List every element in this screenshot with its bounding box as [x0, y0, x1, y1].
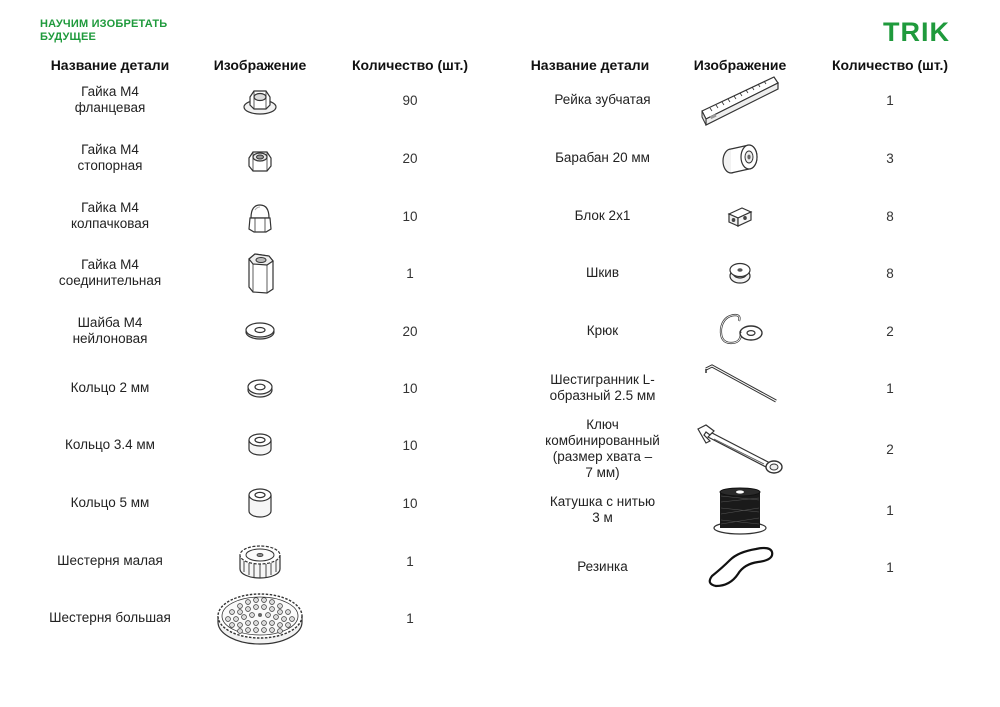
header-image-left: Изображение	[213, 57, 307, 73]
part-name: Шкив	[586, 265, 619, 280]
drum-icon	[695, 136, 785, 182]
ring-3-4mm-icon	[200, 425, 320, 465]
part-name: Блок 2х1	[574, 208, 631, 223]
part-name: Шайба М4 нейлоновая	[72, 315, 148, 346]
nylon-washer-icon	[200, 311, 320, 351]
part-name: Гайка М4 колпачковая	[70, 200, 150, 231]
part-name: Шестерня малая	[57, 553, 163, 568]
ring-5mm-icon	[200, 481, 320, 525]
part-qty: 8	[886, 208, 894, 224]
part-name: Шестигранник L- образный 2.5 мм	[549, 372, 656, 403]
brand-slogan	[40, 18, 200, 44]
part-name: Кольцо 3.4 мм	[65, 437, 155, 452]
part-name: Крюк	[586, 323, 619, 338]
ring-2mm-icon	[200, 368, 320, 408]
rubber-band-icon	[695, 544, 785, 590]
coupling-nut-icon	[200, 250, 320, 296]
header-qty-left: Количество (шт.)	[352, 57, 468, 73]
part-name: Гайка М4 стопорная	[77, 142, 143, 173]
pulley-icon	[695, 253, 785, 293]
combination-wrench-icon	[690, 420, 790, 478]
part-name: Резинка	[577, 559, 628, 574]
hook-icon	[695, 308, 785, 352]
part-qty: 90	[402, 92, 418, 108]
part-qty: 1	[886, 380, 894, 396]
header-qty-right: Количество (шт.)	[832, 57, 948, 73]
thread-spool-icon	[695, 484, 785, 538]
flange-nut-icon	[200, 80, 320, 124]
part-name: Катушка с нитью 3 м	[549, 494, 656, 525]
lock-nut-icon	[200, 138, 320, 182]
part-qty: 2	[886, 323, 894, 339]
part-qty: 8	[886, 265, 894, 281]
part-qty: 20	[402, 323, 418, 339]
hex-key-icon	[695, 360, 785, 410]
part-name: Шестерня большая	[49, 610, 171, 625]
cap-nut-icon	[200, 196, 320, 240]
part-name: Гайка М4 соединительная	[58, 257, 162, 288]
part-name: Рейка зубчатая	[554, 92, 651, 107]
part-qty: 2	[886, 441, 894, 457]
large-gear-icon	[200, 588, 320, 648]
small-gear-icon	[200, 536, 320, 584]
header-name-right: Название детали	[530, 57, 650, 73]
part-qty: 10	[402, 437, 418, 453]
block-2x1-icon	[695, 196, 785, 236]
slogan-line-2: БУДУЩЕЕ	[40, 31, 97, 43]
part-qty: 10	[402, 495, 418, 511]
part-name: Кольцо 2 мм	[70, 380, 150, 395]
part-name: Гайка М4 фланцевая	[74, 84, 146, 115]
part-name: Ключ комбинированный (размер хвата – 7 мм)	[545, 417, 660, 480]
part-qty: 10	[402, 380, 418, 396]
part-name: Кольцо 5 мм	[70, 495, 150, 510]
part-qty: 1	[406, 610, 414, 626]
part-qty: 3	[886, 150, 894, 166]
slogan-line-1: НАУЧИМ ИЗОБРЕТАТЬ	[40, 18, 168, 30]
trik-logo: TRIK	[883, 17, 950, 47]
part-qty: 1	[886, 502, 894, 518]
part-qty: 1	[406, 553, 414, 569]
part-qty: 1	[406, 265, 414, 281]
gear-rack-icon	[695, 72, 785, 130]
part-qty: 1	[886, 92, 894, 108]
part-qty: 10	[402, 208, 418, 224]
header-name-left: Название детали	[50, 57, 170, 73]
part-qty: 1	[886, 559, 894, 575]
part-name: Барабан 20 мм	[555, 150, 650, 165]
header-image-right: Изображение	[693, 57, 787, 73]
part-qty: 20	[402, 150, 418, 166]
